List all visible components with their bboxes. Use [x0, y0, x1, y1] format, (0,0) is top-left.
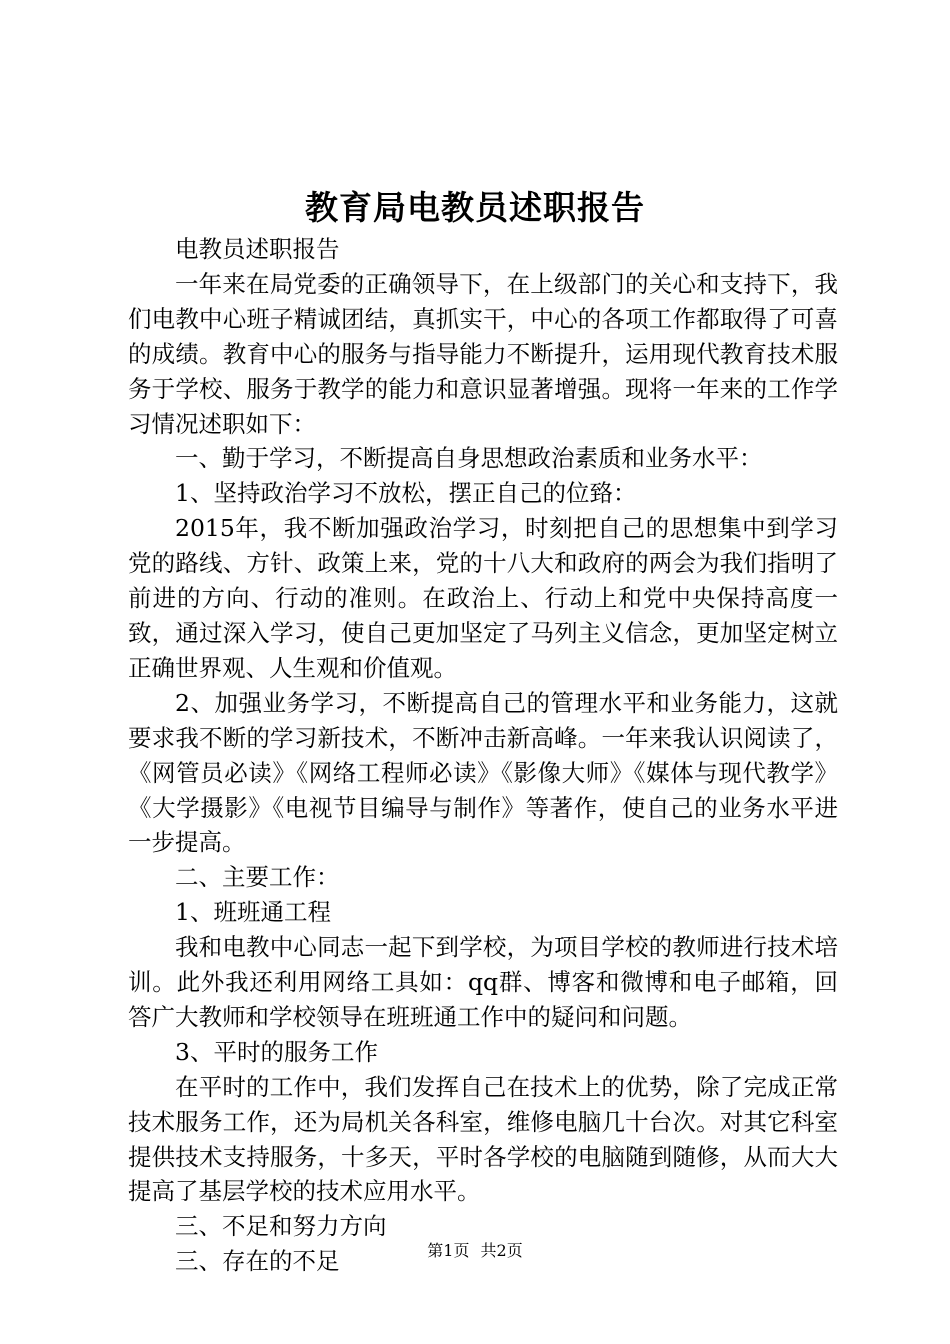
- paragraph: 3、平时的服务工作: [175, 1037, 378, 1066]
- paragraph: 三、不足和努力方向: [175, 1212, 387, 1241]
- paragraph: 二、主要工作：: [175, 863, 340, 892]
- page-footer: [0, 1239, 950, 1263]
- paragraph: 我和电教中心同志一起下到学校，为项目学校的教师进行技术培训。此外我还利用网络工具如：qq群、博客和微博和电子邮箱，回答广大教师和学校领导在班班通工作中的疑问和问题。: [128, 933, 838, 1031]
- paragraph: 三、存在的不足: [175, 1247, 340, 1276]
- paragraph: 2015年，我不断加强政治学习，时刻把自己的思想集中到学习党的路线、方针、政策上来，党的十八大和政府的两会为我们指明了前进的方向、行动的准则。在政治上、行动上和党中央保持高度一致，通过深入学习，使自己更加坚定了马列主义信念，更加坚定树立正确世界观、人生观和价值观。: [128, 514, 838, 682]
- paragraph: 1、班班通工程: [175, 898, 331, 927]
- paragraph: 一年来在局党委的正确领导下，在上级部门的关心和支持下，我们电教中心班子精诚团结，真抓实干，中心的各项工作都取得了可喜的成绩。教育中心的服务与指导能力不断提升，运用现代教育技术服务于学校、服务于教学的能力和意识显著增强。现将一年来的工作学习情况述职如下：: [128, 269, 838, 438]
- paragraph: 在平时的工作中，我们发挥自己在技术上的优势，除了完成正常技术服务工作，还为局机关各科室，维修电脑几十台次。对其它科室提供技术支持服务，十多天，平时各学校的电脑随到随修，从而大大提高了基层学校的技术应用水平。: [128, 1072, 838, 1206]
- paragraph: 1、坚持政治学习不放松，摆正自己的位臵：: [175, 479, 637, 508]
- paragraph: 2、加强业务学习，不断提高自己的管理水平和业务能力，这就要求我不断的学习新技术，不断冲击新高峰。一年来我认识阅读了，《网管员必读》《网络工程师必读》《影像大师》《媒体与现代教学》《大学摄影》《电视节目编导与制作》等著作，使自己的业务水平进一步提高。: [128, 688, 838, 857]
- paragraph: 一、勤于学习，不断提高自身思想政治素质和业务水平：: [175, 444, 763, 473]
- document-title: 教育局电教员述职报告: [305, 188, 645, 227]
- document-body: [128, 232, 838, 1279]
- page-number: 第1页: [427, 1241, 470, 1260]
- page-total: 共2页: [480, 1241, 523, 1260]
- paragraph: 电教员述职报告: [175, 235, 340, 263]
